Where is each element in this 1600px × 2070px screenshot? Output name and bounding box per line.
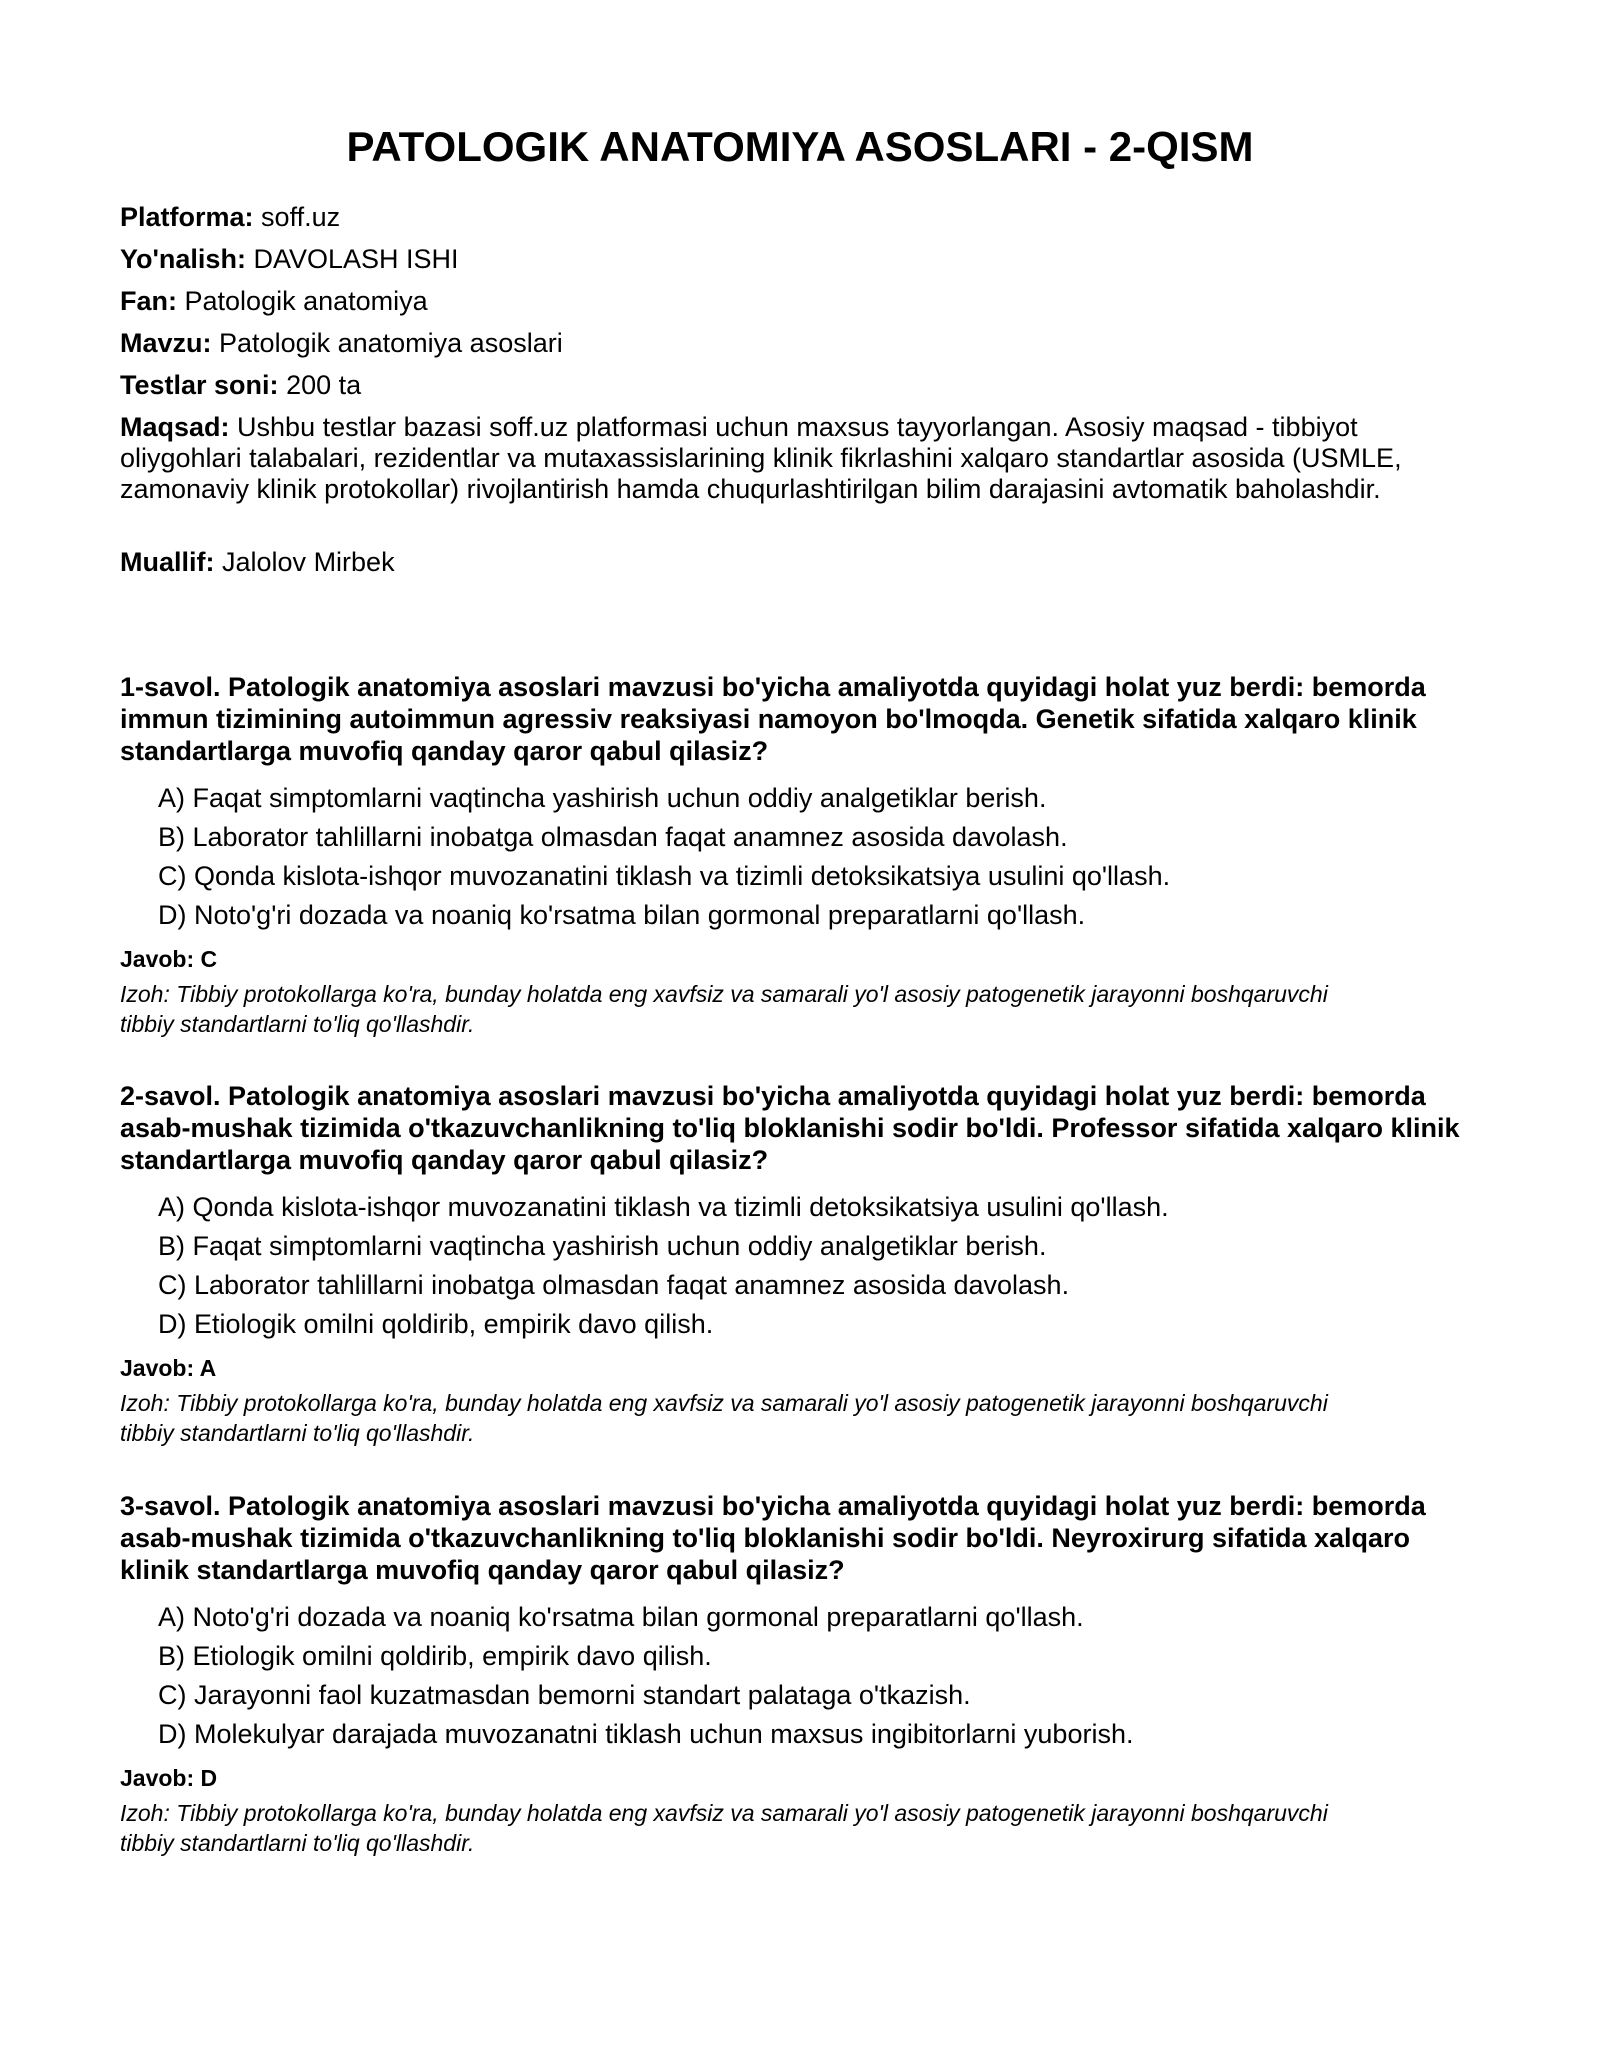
question-3 <box>120 1490 1460 1858</box>
option-c: C) Qonda kislota-ishqor muvozanatini tiklash va tizimli detoksikatsiya usulini qo'llash. <box>158 861 1171 891</box>
meta-value: 200 ta <box>286 370 362 400</box>
question-text: 2-savol. Patologik anatomiya asoslari mavzusi bo'yicha amaliyotda quyidagi holat yuz berdi: bemorda asab-mushak tizimida o'tkazuvchanlikning to'liq bloklanishi sodir bo'ldi. Professor sifatida xalqaro klinik standartlarga muvofiq qanday qaror qabul qilasiz? <box>120 1081 1460 1175</box>
option-list <box>120 1598 1460 1754</box>
meta-label: Maqsad: <box>120 412 230 442</box>
option-c: C) Jarayonni faol kuzatmasdan bemorni standart palataga o'tkazish. <box>158 1680 971 1710</box>
meta-value: Ushbu testlar bazasi soff.uz platformasi uchun maxsus tayyorlangan. Asosiy maqsad - tibbiyot oliygohlari talabalari, rezidentlar va mutaxassislarining klinik fikrlashini xalqaro standartlar asosida (USMLE, zamonaviy klinik protokollar) rivojlantirish hamda chuqurlashtirilgan bilim darajasini avtomatik baholashdir. <box>120 412 1402 504</box>
meta-label: Platforma: <box>120 202 254 232</box>
meta-subject <box>120 286 1450 317</box>
question-2 <box>120 1080 1460 1448</box>
question-1 <box>120 671 1460 1039</box>
option-c: C) Laborator tahlillarni inobatga olmasdan faqat anamnez asosida davolash. <box>158 1270 1070 1300</box>
option-list <box>120 1188 1460 1344</box>
meta-label: Fan: <box>120 286 177 316</box>
meta-platform <box>120 202 1450 233</box>
meta-value: DAVOLASH ISHI <box>253 244 459 274</box>
meta-label: Muallif: <box>120 547 215 577</box>
question-text: 1-savol. Patologik anatomiya asoslari mavzusi bo'yicha amaliyotda quyidagi holat yuz berdi: bemorda immun tizimining autoimmun agressiv reaksiyasi namoyon bo'lmoqda. Genetik sifatida xalqaro klinik standartlarga muvofiq qanday qaror qabul qilasiz? <box>120 672 1426 766</box>
explanation-note: Izoh: Tibbiy protokollarga ko'ra, bunday holatda eng xavfsiz va samarali yo'l asosiy patogenetik jarayonni boshqaruvchi tibbiy standartlarni to'liq qo'llashdir. <box>120 981 1328 1037</box>
meta-value: soff.uz <box>261 202 341 232</box>
meta-value: Patologik anatomiya asoslari <box>219 328 563 358</box>
option-list <box>120 779 1460 935</box>
meta-test-count <box>120 370 1450 401</box>
option-a: A) Qonda kislota-ishqor muvozanatini tiklash va tizimli detoksikatsiya usulini qo'llash. <box>158 1192 1169 1222</box>
meta-direction <box>120 244 1450 275</box>
option-d: D) Noto'g'ri dozada va noaniq ko'rsatma bilan gormonal preparatlarni qo'llash. <box>158 900 1086 930</box>
explanation-note: Izoh: Tibbiy protokollarga ko'ra, bunday holatda eng xavfsiz va samarali yo'l asosiy patogenetik jarayonni boshqaruvchi tibbiy standartlarni to'liq qo'llashdir. <box>120 1390 1328 1446</box>
explanation-note: Izoh: Tibbiy protokollarga ko'ra, bunday holatda eng xavfsiz va samarali yo'l asosiy patogenetik jarayonni boshqaruvchi tibbiy standartlarni to'liq qo'llashdir. <box>120 1800 1328 1856</box>
answer: Javob: C <box>120 946 218 972</box>
option-b: B) Etiologik omilni qoldirib, empirik davo qilish. <box>158 1641 712 1671</box>
answer: Javob: A <box>120 1355 217 1381</box>
option-a: A) Noto'g'ri dozada va noaniq ko'rsatma bilan gormonal preparatlarni qo'llash. <box>158 1602 1084 1632</box>
option-a: A) Faqat simptomlarni vaqtincha yashirish uchun oddiy analgetiklar berish. <box>158 783 1047 813</box>
option-b: B) Faqat simptomlarni vaqtincha yashirish uchun oddiy analgetiklar berish. <box>158 1231 1047 1261</box>
meta-value: Jalolov Mirbek <box>222 547 395 577</box>
option-d: D) Molekulyar darajada muvozanatni tiklash uchun maxsus ingibitorlarni yuborish. <box>158 1719 1134 1749</box>
meta-label: Mavzu: <box>120 328 212 358</box>
page-title: PATOLOGIK ANATOMIYA ASOSLARI - 2-QISM <box>346 123 1254 170</box>
option-b: B) Laborator tahlillarni inobatga olmasdan faqat anamnez asosida davolash. <box>158 822 1068 852</box>
meta-purpose <box>120 412 1450 505</box>
meta-value: Patologik anatomiya <box>184 286 428 316</box>
meta-label: Yo'nalish: <box>120 244 246 274</box>
meta-author <box>120 547 1450 578</box>
meta-topic <box>120 328 1450 359</box>
question-text: 3-savol. Patologik anatomiya asoslari mavzusi bo'yicha amaliyotda quyidagi holat yuz berdi: bemorda asab-mushak tizimida o'tkazuvchanlikning to'liq bloklanishi sodir bo'ldi. Neyroxirurg sifatida xalqaro klinik standartlarga muvofiq qanday qaror qabul qilasiz? <box>120 1491 1426 1585</box>
meta-label: Testlar soni: <box>120 370 279 400</box>
option-d: D) Etiologik omilni qoldirib, empirik davo qilish. <box>158 1309 714 1339</box>
answer: Javob: D <box>120 1765 218 1791</box>
